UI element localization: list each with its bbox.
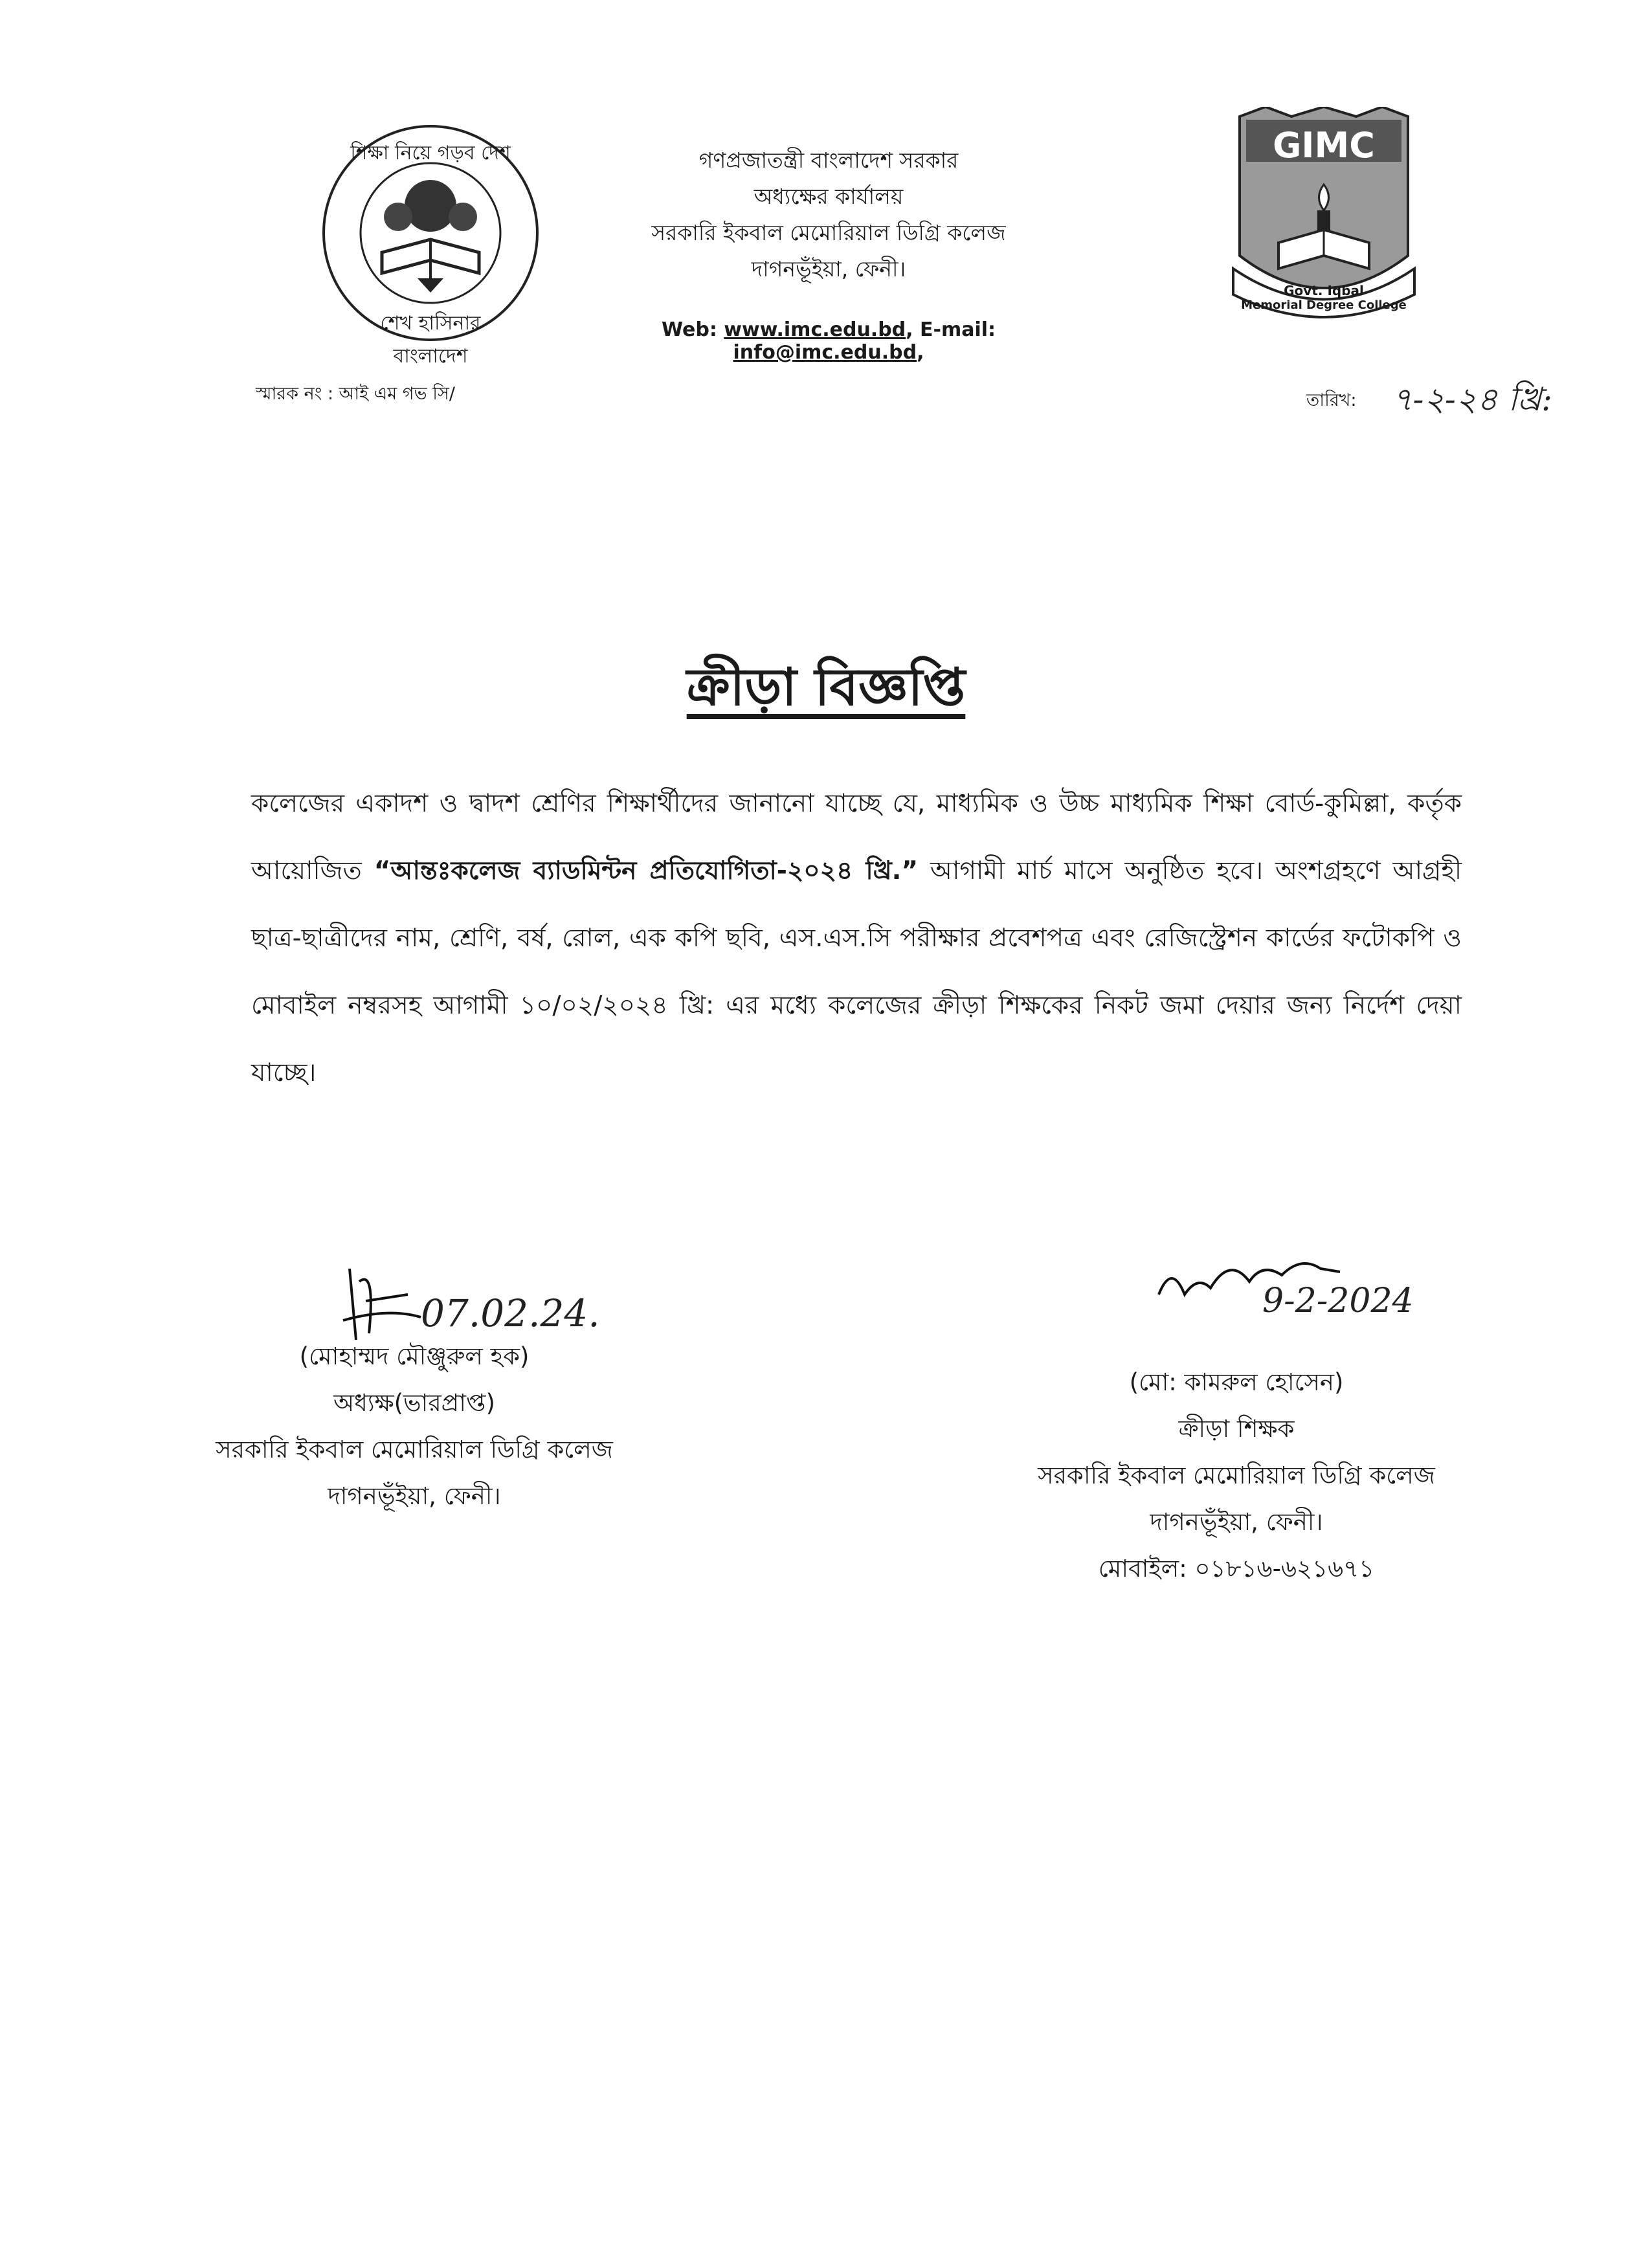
principal-designation: অধ্যক্ষ(ভারপ্রাপ্ত) <box>333 1389 495 1417</box>
office-line: অধ্যক্ষের কার্যালয় <box>753 184 904 209</box>
principal-block <box>126 1333 702 1520</box>
teacher-mobile: মোবাইল: ০১৮১৬-৬২১৬৭১ <box>1098 1555 1375 1583</box>
principal-sign-date: 07.02.24. <box>421 1291 600 1335</box>
left-emblem-logo <box>320 123 541 368</box>
logo-ribbon-line1: Govt. Iqbal <box>1284 283 1364 298</box>
notice-text-start: কলেজের একাদশ ও দ্বাদশ শ্রেণির শিক্ষার্থীদের জানানো যাচ্ছে যে, মাধ্যমিক ও উচ্চ মাধ্যমিক শিক্ষা বোর্ড-কুমিল্লা, কর্তৃক আয়োজিত <box>251 789 1462 885</box>
logo-bottom-text: শেখ হাসিনার বাংলাদেশ <box>380 312 481 368</box>
sports-teacher-signature <box>1133 1236 1457 1340</box>
letterhead <box>583 142 1075 364</box>
handwritten-date: ৭-২-২৪ খ্রি: <box>1392 381 1552 418</box>
college-name: সরকারি ইকবাল মেমোরিয়াল ডিগ্রি কলেজ <box>651 220 1006 245</box>
memo-number: স্মারক নং : আই এম গভ সি/ <box>256 384 455 404</box>
email-link[interactable]: info@imc.edu.bd <box>733 341 917 364</box>
logo-top-text: শিক্ষা নিয়ে গড়ব দেশ <box>350 142 511 164</box>
principal-address: দাগনভূঁইয়া, ফেনী। <box>328 1482 501 1510</box>
logo-badge: GIMC <box>1273 125 1375 166</box>
govt-line: গণপ্রজাতন্ত্রী বাংলাদেশ সরকার <box>698 148 959 173</box>
college-address: দাগনভূঁইয়া, ফেনী। <box>751 256 906 282</box>
web-label: Web: <box>661 318 724 341</box>
teacher-college: সরকারি ইকবাল মেমোরিয়াল ডিগ্রি কলেজ <box>1038 1462 1435 1489</box>
contact-line <box>583 318 1075 364</box>
teacher-address: দাগনভূঁইয়া, ফেনী। <box>1150 1508 1323 1536</box>
email-label: , E-mail: <box>906 318 996 341</box>
teacher-block <box>984 1359 1489 1592</box>
logo-ribbon-line2: Memorial Degree College <box>1241 298 1407 312</box>
date-label: তারিখ: <box>1306 390 1357 410</box>
contact-trail: , <box>917 341 924 364</box>
notice-body <box>251 770 1462 1107</box>
event-name: “আন্তঃকলেজ ব্যাডমিন্টন প্রতিযোগিতা-২০২৪ খ্রি.” <box>374 856 919 885</box>
teacher-name: (মো: কামরুল হোসেন) <box>1129 1368 1344 1396</box>
principal-name: (মোহাম্মদ মৌঞ্জুরুল হক) <box>299 1342 530 1370</box>
teacher-sign-date: 9-2-2024 <box>1262 1282 1414 1320</box>
teacher-designation: ক্রীড়া শিক্ষক <box>1178 1415 1295 1443</box>
principal-college: সরকারি ইকবাল মেমোরিয়াল ডিগ্রি কলেজ <box>216 1436 613 1463</box>
notice-text-end: আগামী মার্চ মাসে অনুষ্ঠিত হবে। অংশগ্রহণে আগ্রহী ছাত্র-ছাত্রীদের নাম, শ্রেণি, বর্ষ, রোল, এক কপি ছবি, এস.এস.সি পরীক্ষার প্রবেশপত্র এবং রেজিস্ট্রেশন কার্ডের ফটোকপি ও মোবাইল নম্বরসহ আগামী ১০/০২/২০২৪ খ্রি: এর মধ্যে কলেজের ক্রীড়া শিক্ষকের নিকট জমা দেয়ার জন্য নির্দেশ দেয়া যাচ্ছে। <box>251 856 1462 1087</box>
gimc-logo <box>1227 107 1421 340</box>
notice-title: ক্রীড়া বিজ্ঞপ্তি <box>686 657 966 717</box>
website-link[interactable]: www.imc.edu.bd <box>724 318 906 341</box>
